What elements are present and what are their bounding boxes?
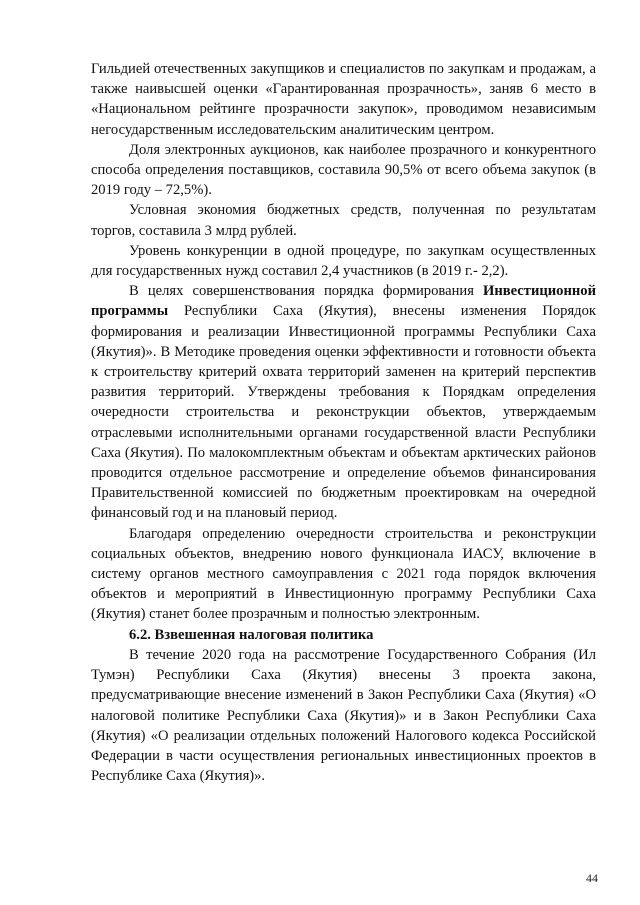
investment-program-text-suffix: Республики Саха (Якутия), внесены изменения Порядок формирования и реализации Инвестиционной программы Республики Саха (Якутия)». В Методике проведения оценки эффективности и готовности объекта к строительству критерий охвата территорий заменен на критерий перспектив развития территорий. Утверждены требования к Порядкам определения очередности строительства и реконструкции объектов, утверждаемым отраслевыми исполнительными органами государственной власти Республики Саха (Якутия). По малокомплектным объектам и объектам арктических районов проводится отдельное рассмотрение и определение объемов финансирования Правительственной комиссией по бюджетным проектировкам на очередной финансовый год и на плановый период. xyxy=(91,303,596,522)
section-heading: 6.2. Взвешенная налоговая политика xyxy=(129,626,374,643)
paragraph-construction-priority: Благодаря определению очередности строительства и реконструкции социальных объектов, внедрению нового функционала ИАСУ, включение в систему органов местного самоуправления с 2021 года порядок включения объектов и мероприятий в Инвестиционную программу Республики Саха (Якутия) станет более прозрачным и полностью электронным. xyxy=(91,525,596,623)
page-content xyxy=(91,59,596,786)
paragraph-tax-policy: В течение 2020 года на рассмотрение Государственного Собрания (Ил Тумэн) Республики Саха (Якутия) внесены 3 проекта закона, предусматривающие внесение изменений в Закон Республики Саха (Якутия) «О налоговой политике Республики Саха (Якутия)» и в Закон Республики Саха (Якутия) «О реализации отдельных положений Налогового кодекса Российской Федерации в части осуществления региональных инвестиционных проектов в Республике Саха (Якутия)». xyxy=(91,646,596,785)
paragraph-budget-savings: Условная экономия бюджетных средств, полученная по результатам торгов, составила 3 млрд рублей. xyxy=(91,202,596,239)
paragraph-electronic-auctions: Доля электронных аукционов, как наиболее прозрачного и конкурентного способа определения поставщиков, составила 90,5% от всего объема закупок (в 2019 году – 72,5%). xyxy=(91,141,596,199)
paragraph-investment-program xyxy=(91,281,596,523)
investment-program-bold-term: Инвестиционной программы xyxy=(91,283,596,320)
paragraph-procurement-ranking: Гильдией отечественных закупщиков и специалистов по закупкам и продажам, а также наивысшей оценки «Гарантированная прозрачность», заняв 6 место в «Национальном рейтинге прозрачности закупок», проводимом независимым негосударственным исследовательским аналитическим центром. xyxy=(91,61,596,138)
investment-program-text-prefix: В целях совершенствования порядка формирования xyxy=(129,283,483,300)
page-number: 44 xyxy=(586,871,598,885)
paragraph-competition-level: Уровень конкуренции в одной процедуре, по закупкам осуществленных для государственных нужд составил 2,4 участников (в 2019 г.- 2,2). xyxy=(91,242,596,280)
